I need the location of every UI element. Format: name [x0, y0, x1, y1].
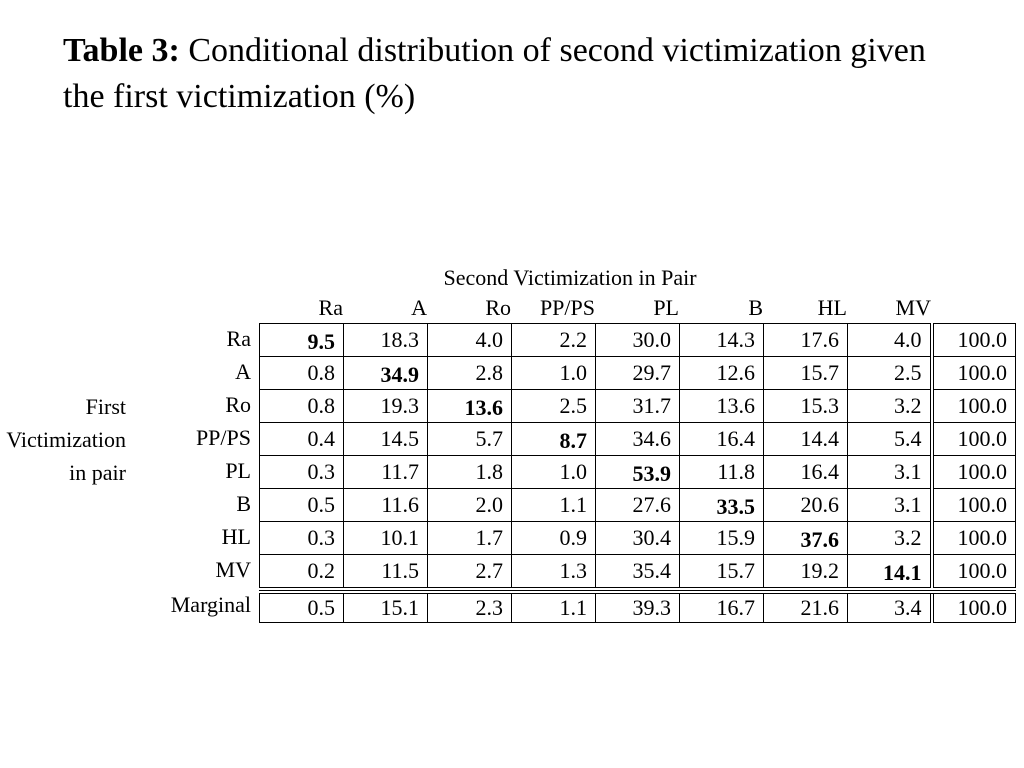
row-label: HL — [221, 524, 251, 549]
table-cell: 3.2 — [848, 390, 932, 423]
row-label: PP/PS — [195, 425, 251, 450]
table-cell: 4.0 — [428, 324, 512, 357]
marginal-cell: 3.4 — [848, 592, 932, 622]
table-cell: 2.5 — [512, 390, 596, 423]
table-cell: 3.1 — [848, 489, 932, 522]
table-cell: 0.3 — [260, 456, 344, 489]
marginal-label: Marginal — [170, 592, 251, 617]
table-row — [260, 423, 1016, 456]
table-cell: 1.7 — [428, 522, 512, 555]
row-label: Ra — [226, 326, 251, 351]
table-number: Table 3: — [63, 32, 180, 69]
marginal-cell: 15.1 — [344, 592, 428, 622]
row-total-cell: 100.0 — [932, 489, 1016, 522]
table-row — [260, 390, 1016, 423]
table-cell: 0.3 — [260, 522, 344, 555]
marginal-cell: 39.3 — [596, 592, 680, 622]
table-cell: 34.6 — [596, 423, 680, 456]
row-group-title-line: First — [85, 394, 126, 419]
table-cell: 9.5 — [260, 324, 344, 357]
row-total-cell: 100.0 — [932, 456, 1016, 489]
table-row — [260, 489, 1016, 522]
table-cell: 17.6 — [764, 324, 848, 357]
table-cell: 2.2 — [512, 324, 596, 357]
table-cell: 30.4 — [596, 522, 680, 555]
conditional-distribution-table — [259, 323, 1016, 588]
table-cell: 15.9 — [680, 522, 764, 555]
table-cell: 3.2 — [848, 522, 932, 555]
table-cell: 14.1 — [848, 555, 932, 588]
table-cell: 0.9 — [512, 522, 596, 555]
row-total-cell: 100.0 — [932, 555, 1016, 588]
row-label: B — [236, 491, 251, 516]
table-row — [260, 357, 1016, 390]
row-total-cell: 100.0 — [932, 357, 1016, 390]
table-cell: 14.4 — [764, 423, 848, 456]
table-cell: 1.0 — [512, 456, 596, 489]
table-cell: 0.2 — [260, 555, 344, 588]
table-cell: 30.0 — [596, 324, 680, 357]
marginal-cell: 0.5 — [260, 592, 344, 622]
table-row — [260, 522, 1016, 555]
table-cell: 1.8 — [428, 456, 512, 489]
table-cell: 1.1 — [512, 489, 596, 522]
table-cell: 10.1 — [344, 522, 428, 555]
row-group-title — [0, 390, 126, 489]
column-header-hl: HL — [817, 295, 847, 320]
table-cell: 1.0 — [512, 357, 596, 390]
row-group-title-line: in pair — [69, 460, 126, 485]
marginal-table — [259, 590, 1016, 623]
table-cell: 11.7 — [344, 456, 428, 489]
table-cell: 0.5 — [260, 489, 344, 522]
table-cell: 27.6 — [596, 489, 680, 522]
row-total-cell: 100.0 — [932, 423, 1016, 456]
table-cell: 15.3 — [764, 390, 848, 423]
marginal-cell: 21.6 — [764, 592, 848, 622]
row-label: Ro — [225, 392, 251, 417]
table-cell: 20.6 — [764, 489, 848, 522]
table-cell: 14.3 — [680, 324, 764, 357]
table-cell: 2.8 — [428, 357, 512, 390]
table-cell: 15.7 — [764, 357, 848, 390]
table-cell: 3.1 — [848, 456, 932, 489]
table-cell: 34.9 — [344, 357, 428, 390]
table-cell: 8.7 — [512, 423, 596, 456]
table-title — [63, 28, 963, 120]
table-cell: 53.9 — [596, 456, 680, 489]
row-label: A — [235, 359, 251, 384]
table-cell: 11.6 — [344, 489, 428, 522]
column-header-pp-ps: PP/PS — [539, 295, 595, 320]
column-header-mv: MV — [895, 295, 931, 320]
table-cell: 12.6 — [680, 357, 764, 390]
table-cell: 2.7 — [428, 555, 512, 588]
table-row — [260, 555, 1016, 588]
table-cell: 0.8 — [260, 390, 344, 423]
table-cell: 16.4 — [764, 456, 848, 489]
table-cell: 11.8 — [680, 456, 764, 489]
marginal-cell: 2.3 — [428, 592, 512, 622]
row-total-cell: 100.0 — [932, 324, 1016, 357]
table-cell: 2.5 — [848, 357, 932, 390]
column-header-ro: Ro — [485, 295, 511, 320]
row-label: PL — [225, 458, 251, 483]
column-header-b: B — [748, 295, 763, 320]
marginal-row — [260, 592, 1016, 622]
table-cell: 19.2 — [764, 555, 848, 588]
table-cell: 35.4 — [596, 555, 680, 588]
table-cell: 2.0 — [428, 489, 512, 522]
row-total-cell: 100.0 — [932, 390, 1016, 423]
table-cell: 1.3 — [512, 555, 596, 588]
table-cell: 13.6 — [428, 390, 512, 423]
marginal-cell: 1.1 — [512, 592, 596, 622]
column-group-title: Second Victimization in Pair — [443, 265, 697, 290]
table-cell: 5.7 — [428, 423, 512, 456]
table-cell: 13.6 — [680, 390, 764, 423]
table-cell: 29.7 — [596, 357, 680, 390]
table-cell: 33.5 — [680, 489, 764, 522]
column-header-pl: PL — [653, 295, 679, 320]
table-cell: 31.7 — [596, 390, 680, 423]
marginal-cell: 16.7 — [680, 592, 764, 622]
row-label: MV — [215, 557, 251, 582]
table-cell: 5.4 — [848, 423, 932, 456]
marginal-total-cell: 100.0 — [932, 592, 1016, 622]
column-header-ra: Ra — [318, 295, 343, 320]
table-cell: 4.0 — [848, 324, 932, 357]
table-caption: Conditional distribution of second victimization given the first victimization (%) — [63, 32, 926, 115]
table-cell: 18.3 — [344, 324, 428, 357]
table-cell: 0.8 — [260, 357, 344, 390]
table-cell: 19.3 — [344, 390, 428, 423]
row-total-cell: 100.0 — [932, 522, 1016, 555]
table-cell: 16.4 — [680, 423, 764, 456]
table-cell: 11.5 — [344, 555, 428, 588]
row-group-title-line: Victimization — [6, 427, 126, 452]
table-row — [260, 324, 1016, 357]
table-cell: 37.6 — [764, 522, 848, 555]
column-header-a: A — [411, 295, 427, 320]
table-cell: 15.7 — [680, 555, 764, 588]
table-cell: 0.4 — [260, 423, 344, 456]
table-row — [260, 456, 1016, 489]
table-cell: 14.5 — [344, 423, 428, 456]
